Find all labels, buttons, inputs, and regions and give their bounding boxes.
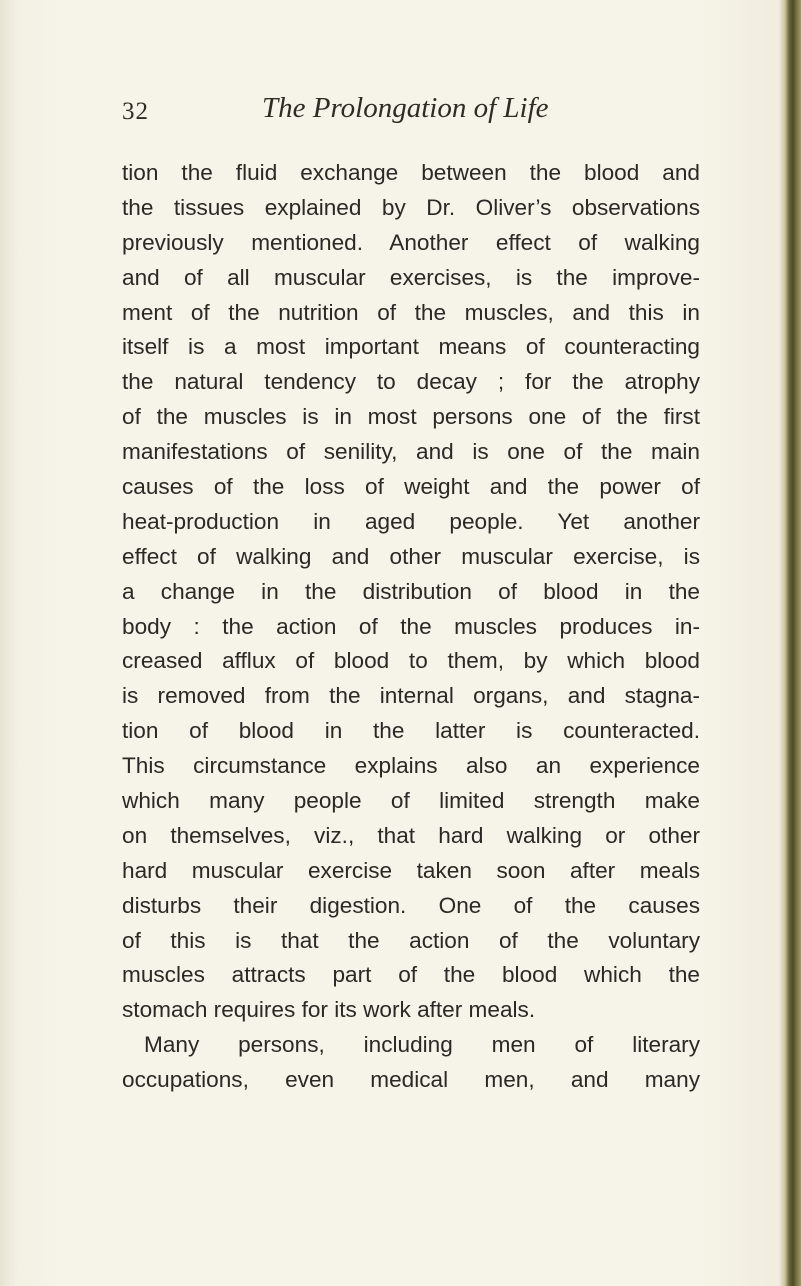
text-line: muscles attracts part of the blood which the <box>122 962 700 988</box>
text-line: This circumstance explains also an experience <box>122 753 700 779</box>
page-header <box>122 92 702 132</box>
text-line: of this is that the action of the voluntary <box>122 927 700 953</box>
text-line: ment of the nutrition of the muscles, and this in <box>122 299 700 325</box>
text-line: the tissues explained by Dr. Oliver’s observations <box>122 194 700 220</box>
text-line: itself is a most important means of counteracting <box>122 334 700 360</box>
running-head: The Prolongation of Life <box>262 92 549 124</box>
text-line: tion the fluid exchange between the blood and <box>122 160 700 185</box>
text-line: causes of the loss of weight and the power of <box>122 474 700 500</box>
text-line: of the muscles is in most persons one of the first <box>122 404 700 430</box>
paragraph-end-line: stomach requires for its work after meals. <box>122 997 536 1023</box>
paragraph-start-line: Many persons, including men of literary <box>144 1032 700 1058</box>
page-number: 32 <box>122 98 149 125</box>
text-line: disturbs their digestion. One of the causes <box>122 892 700 918</box>
text-line: body : the action of the muscles produces in- <box>122 613 700 639</box>
text-line: creased afflux of blood to them, by which blood <box>122 648 700 674</box>
text-line: is removed from the internal organs, and stagna- <box>122 683 700 709</box>
text-line: hard muscular exercise taken soon after meals <box>122 857 700 883</box>
text-line: occupations, even medical men, and many <box>122 1067 700 1093</box>
text-line: effect of walking and other muscular exercise, is <box>122 543 700 569</box>
text-line: the natural tendency to decay ; for the atrophy <box>122 369 700 395</box>
text-line: tion of blood in the latter is counteracted. <box>122 718 700 744</box>
text-line: on themselves, viz., that hard walking or other <box>122 822 700 848</box>
text-line: and of all muscular exercises, is the improve- <box>122 264 700 290</box>
page-right-edge <box>779 0 801 1286</box>
page-left-edge <box>0 0 18 1286</box>
text-line: previously mentioned. Another effect of walking <box>122 229 700 255</box>
text-line: heat-production in aged people. Yet another <box>122 508 700 534</box>
body-text <box>122 156 700 1098</box>
text-line: a change in the distribution of blood in the <box>122 578 700 604</box>
text-line: manifestations of senility, and is one of the main <box>122 439 700 465</box>
text-line: which many people of limited strength make <box>122 788 700 814</box>
